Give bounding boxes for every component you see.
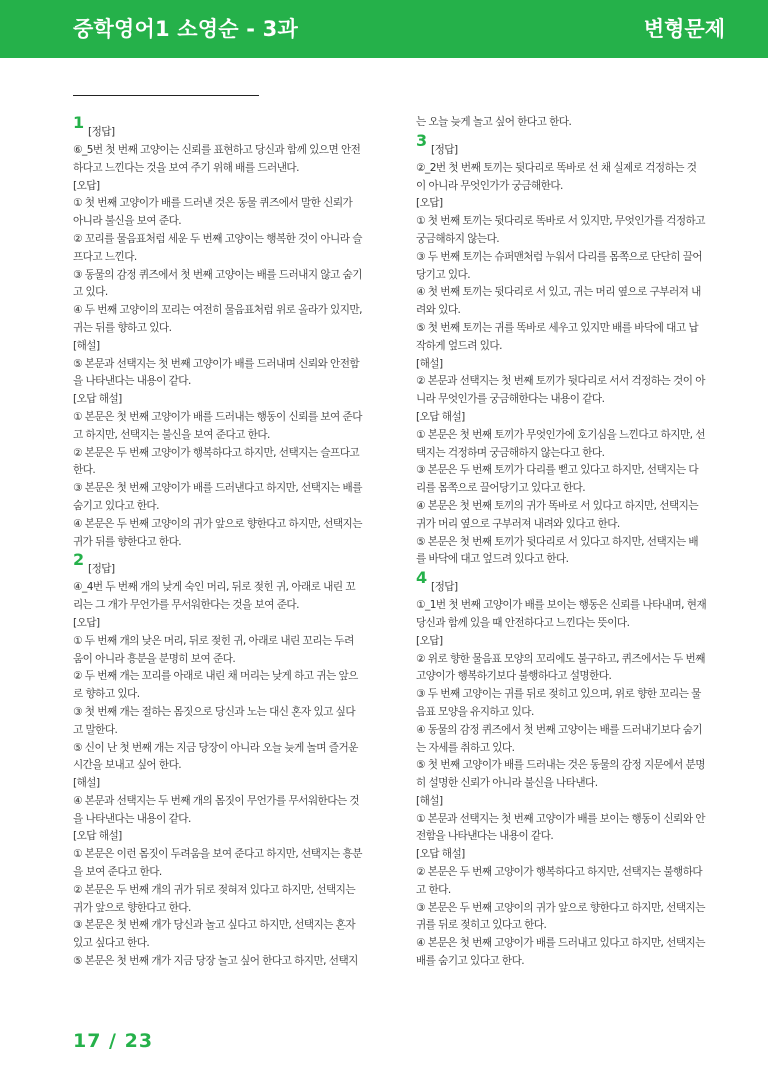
text-line: 귀가 앞으로 향한다고 한다. [73,901,191,914]
text-line: ③ 본문은 첫 번째 개가 당신과 놀고 싶다고 하지만, 선택지는 혼자 [73,919,356,932]
text-line: [오답 해설] [416,848,465,861]
text-line: 프다고 느낀다. [73,250,137,263]
answer-label: [정답] [431,581,458,594]
text-line: 로 향하고 있다. [73,688,140,701]
text-line: ① 본문은 이런 몸짓이 두려움을 보여 준다고 하지만, 선택지는 흥분 [73,848,362,861]
text-line: 고양이가 행복하기보다 불행하다고 설명한다. [416,670,612,683]
left-column [73,114,395,971]
text-line: 고 있다. [73,286,108,299]
text-line: ⑤ 첫 번째 토끼는 귀를 똑바로 세우고 있지만 배를 바닥에 대고 납 [416,321,699,334]
question-header [73,550,395,577]
text-line: 궁금해하지 않는다. [416,232,500,245]
answer-label: [정답] [88,563,115,576]
text-line: 있고 싶다고 한다. [73,937,150,950]
text-line: ③ 첫 번째 개는 절하는 몸짓으로 당신과 노는 대신 혼자 있고 싶다 [73,705,356,718]
text-line: ④ 첫 번째 토끼는 뒷다리로 서 있고, 귀는 머리 옆으로 구부러져 내 [416,286,701,299]
text-line: 당신과 함께 있을 때 안전하다고 느낀다는 뜻이다. [416,616,630,629]
text-line: ② 본문은 두 번째 개의 귀가 뒤로 젖혀져 있다고 하지만, 선택지는 [73,883,356,896]
divider-rule [73,95,259,96]
text-line: 하다고 느낀다는 것을 보여 주기 위해 배를 드러낸다. [73,161,299,174]
text-line: ④ 본문은 첫 번째 토끼의 귀가 똑바로 서 있다고 하지만, 선택지는 [416,499,699,512]
text-line: [오답] [416,197,443,210]
text-line: [오답 해설] [73,830,122,843]
text-line: 리는 그 개가 무언가를 무서워한다는 것을 보여 준다. [73,599,299,612]
page-number: 17 / 23 [73,1030,154,1052]
text-line: ④ 본문은 첫 번째 고양이가 배를 드러내고 있다고 하지만, 선택지는 [416,937,705,950]
text-line: ④ 두 번째 고양이의 꼬리는 여전히 물음표처럼 위로 올라가 있지만, [73,304,362,317]
text-line: 귀는 뒤를 향하고 있다. [73,321,172,334]
text-line: 려와 있다. [416,304,461,317]
text-line: 을 보여 준다고 한다. [73,866,162,879]
text-line: ② 본문과 선택지는 첫 번째 토끼가 뒷다리로 서서 걱정하는 것이 아 [416,375,705,388]
text-line: [오답] [73,616,100,629]
continuation-line: 는 오늘 늦게 놀고 싶어 한다고 한다. [416,116,572,128]
text-line: 아니라 불신을 보여 준다. [73,215,182,228]
text-line: [오답 해설] [416,410,465,423]
text-line: 시간을 보내고 싶어 한다. [73,759,182,772]
page-header [0,0,768,58]
text-line: ①_1번 첫 번째 고양이가 배를 보이는 행동은 신뢰를 나타내며, 현재 [416,599,707,612]
text-line: [해설] [416,357,443,370]
text-line: 리를 몸쪽으로 끌어당기고 있다고 한다. [416,482,586,495]
text-line: ② 본문은 두 번째 고양이가 행복하다고 하지만, 선택지는 슬프다고 [73,446,360,459]
question-number: 1 [73,113,85,132]
question-number: 4 [416,568,428,588]
text-line: 고 한다. [416,883,451,896]
question-number: 2 [73,550,85,570]
text-line: ③ 본문은 두 번째 토끼가 다리를 뻗고 있다고 하지만, 선택지는 다 [416,464,699,477]
text-line: ⑤ 본문과 선택지는 첫 번째 고양이가 배를 드러내며 신뢰와 안전함 [73,357,360,370]
text-line: 을 나타낸다는 내용이 같다. [73,812,191,825]
text-line: [해설] [73,339,100,352]
text-line: 고 하지만, 선택지는 불신을 보여 준다고 한다. [73,428,270,441]
text-line: 택지는 걱정하며 궁금해하지 않는다고 한다. [416,446,605,459]
question-header [73,113,395,140]
text-line: ⑤ 본문은 첫 번째 토끼가 뒷다리로 서 있다고 하지만, 선택지는 배 [416,535,699,548]
text-line: 작하게 엎드려 있다. [416,339,502,352]
text-line: 귀가 머리 옆으로 구부러져 내려와 있다고 한다. [416,517,620,530]
document-category: 변형문제 [643,17,725,41]
text-line: ① 본문은 첫 번째 고양이가 배를 드러내는 행동이 신뢰를 보여 준다 [73,410,362,423]
text-line: 배를 숨기고 있다고 한다. [416,955,525,968]
text-line: ⑤ 첫 번째 고양이가 배를 드러내는 것은 동물의 감정 지문에서 분명 [416,759,705,772]
text-line: [오답] [416,634,443,647]
text-line: ④_4번 두 번째 개의 낮게 숙인 머리, 뒤로 젖힌 귀, 아래로 내린 꼬 [73,581,356,594]
text-line: 귀를 뒤로 젖히고 있다고 한다. [416,919,547,932]
text-line: 고 말한다. [73,723,118,736]
text-line: 는 자세를 취하고 있다. [416,741,515,754]
text-line: ⑥_5번 첫 번째 고양이는 신뢰를 표현하고 당신과 함께 있으면 안전 [73,144,361,156]
text-line: ② 두 번째 개는 꼬리를 아래로 내린 채 머리는 낮게 하고 귀는 앞으 [73,670,358,683]
text-line: ③ 동물의 감정 퀴즈에서 첫 번째 고양이는 배를 드러내지 않고 숨기 [73,268,362,281]
text-line: ① 첫 번째 토끼는 뒷다리로 똑바로 서 있지만, 무엇인가를 걱정하고 [416,215,705,228]
text-line: ⑤ 본문은 첫 번째 개가 지금 당장 놀고 싶어 한다고 하지만, 선택지 [73,955,358,968]
text-line: ④ 동물의 감정 퀴즈에서 첫 번째 고양이는 배를 드러내기보다 숨기 [416,723,703,736]
text-line: 이 아니라 무엇인가가 궁금해한다. [416,179,563,192]
question-header [416,568,734,595]
text-line: ④ 본문은 두 번째 고양이의 귀가 앞으로 향한다고 하지만, 선택지는 [73,517,362,530]
text-line: 움이 아니라 흥분을 분명히 보여 준다. [73,652,236,665]
right-column [416,114,734,971]
text-line: [해설] [73,777,100,790]
text-line: ① 본문과 선택지는 첫 번째 고양이가 배를 보이는 행동이 신뢰와 안 [416,812,705,825]
text-line: ③ 두 번째 고양이는 귀를 뒤로 젖히고 있으며, 위로 향한 꼬리는 물 [416,688,701,701]
text-line: ② 꼬리를 물음표처럼 세운 두 번째 고양이는 행복한 것이 아니라 슬 [73,232,362,245]
question-number: 3 [416,130,428,150]
text-line: ③ 두 번째 토끼는 슈퍼맨처럼 누워서 다리를 몸쪽으로 단단히 끌어 [416,250,703,263]
answer-label: [정답] [88,126,115,138]
question-header [416,130,734,158]
text-line: 당기고 있다. [416,268,471,281]
text-line: ③ 본문은 첫 번째 고양이가 배를 드러낸다고 하지만, 선택지는 배를 [73,482,362,495]
text-line: 음표 모양을 유지하고 있다. [416,705,534,718]
text-line: ② 위로 향한 물음표 모양의 꼬리에도 불구하고, 퀴즈에서는 두 번째 [416,652,705,665]
text-line: ① 두 번째 개의 낮은 머리, 뒤로 젖힌 귀, 아래로 내린 꼬리는 두려 [73,634,354,647]
text-line: 니라 무엇인가를 궁금해한다는 내용이 같다. [416,393,605,406]
text-line: [오답] [73,179,100,192]
text-line: 숨기고 있다고 한다. [73,499,159,512]
text-line: ②_2번 첫 번째 토끼는 뒷다리로 똑바로 선 채 실제로 걱정하는 것 [416,161,697,174]
text-line: 를 바닥에 대고 엎드려 있다고 한다. [416,553,569,566]
text-line: 한다. [73,464,96,477]
text-line: 귀가 뒤를 향한다고 한다. [73,535,182,548]
text-line: ② 본문은 두 번째 고양이가 행복하다고 하지만, 선택지는 불행하다 [416,866,703,879]
text-line: ③ 본문은 두 번째 고양이의 귀가 앞으로 향한다고 하지만, 선택지는 [416,901,705,914]
text-line: 전함을 나타낸다는 내용이 같다. [416,830,554,843]
answer-label: [정답] [431,143,458,156]
text-line: ⑤ 신이 난 첫 번째 개는 지금 당장이 아니라 오늘 늦게 놀며 즐거운 [73,741,358,754]
text-line: ① 본문은 첫 번째 토끼가 무엇인가에 호기심을 느낀다고 하지만, 선 [416,428,705,441]
text-line: ④ 본문과 선택지는 두 번째 개의 몸짓이 무언가를 무서워한다는 것 [73,794,360,807]
text-line: [해설] [416,794,443,807]
text-line: ① 첫 번째 고양이가 배를 드러낸 것은 동물 퀴즈에서 말한 신뢰가 [73,197,353,210]
document-title: 중학영어1 소영순 - 3과 [73,17,298,41]
text-line: 을 나타낸다는 내용이 같다. [73,375,191,388]
text-line: 히 설명한 신뢰가 아니라 불신을 나타낸다. [416,777,598,790]
text-line: [오답 해설] [73,393,122,406]
